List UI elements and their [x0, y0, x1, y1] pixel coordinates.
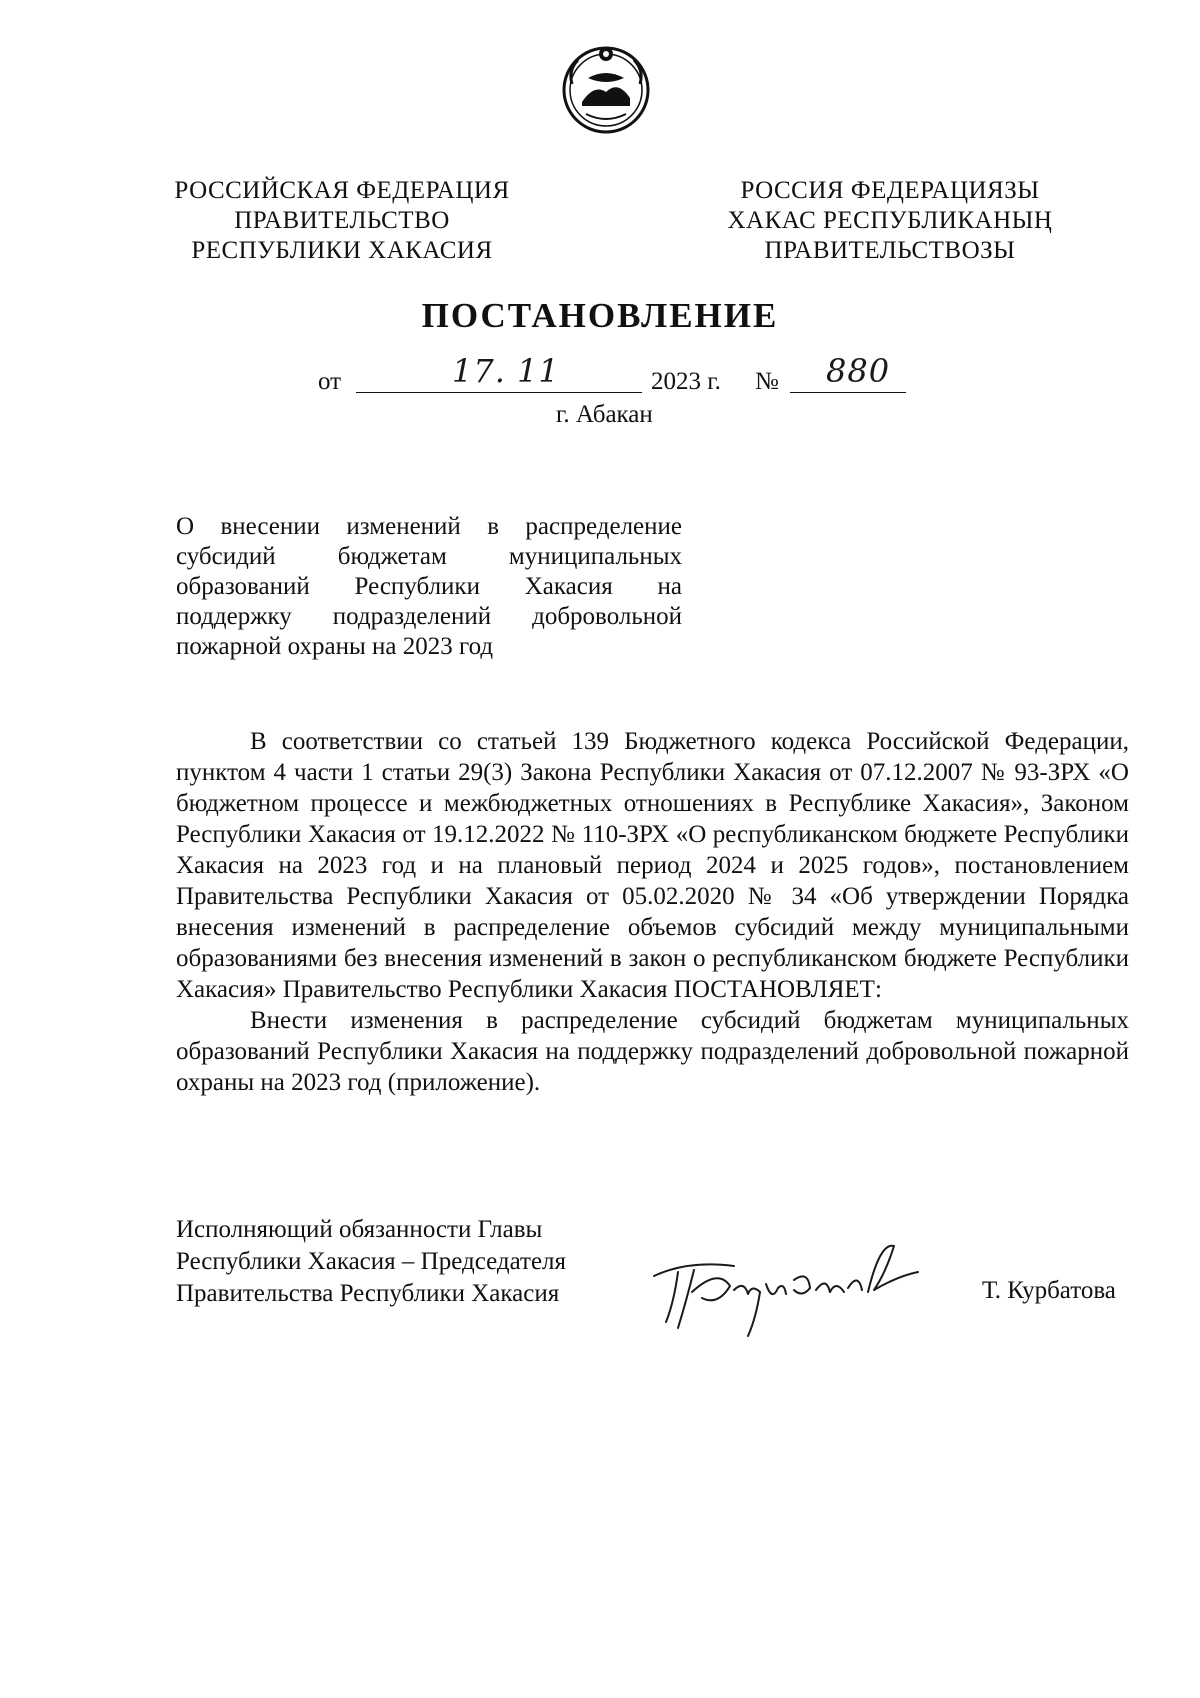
- signatory-title-line: Республики Хакасия – Председателя: [176, 1248, 567, 1275]
- date-number-line: [0, 352, 1200, 400]
- handwritten-number: 880: [826, 352, 891, 390]
- signatory-title-line: Исполняющий обязанности Главы: [176, 1216, 543, 1243]
- coat-of-arms-emblem-icon: [558, 40, 654, 136]
- from-label: от: [318, 368, 342, 395]
- handwritten-date: 17. 11: [452, 352, 560, 390]
- document-subject: О внесении изменений в распределение субсидий бюджетам муниципальных образований Республики Хакасия на поддержку подразделений добровольной пожарной охраны на 2023 год: [176, 513, 682, 660]
- number-field: [790, 352, 906, 393]
- body-paragraph: В соответствии со статьей 139 Бюджетного кодекса Российской Федерации, пунктом 4 части 1 статьи 29(3) Закона Республики Хакасия от 07.12.2007 № 93-ЗРХ «О бюджетном процессе и межбюджетных отношениях в Республике Хакасия», Законом Республики Хакасия от 19.12.2022 № 110-ЗРХ «О республиканском бюджете Республики Хакасия на 2023 год и на плановый период 2024 и 2025 годов», постановлением Правительства Республики Хакасия от 05.02.2020 № 34 «Об утверждении Порядка внесения изменений в распределение объемов субсидий между муниципальными образованиями без внесения изменений в закон о республиканском бюджете Республики Хакасия» Правительство Республики Хакасия ПОСТАНОВЛЯЕТ:: [176, 728, 1129, 1003]
- city-label: г. Абакан: [556, 401, 653, 428]
- header-left-line: ПРАВИТЕЛЬСТВО: [234, 207, 450, 234]
- header-right-line: РОССИЯ ФЕДЕРАЦИЯЗЫ: [740, 177, 1040, 204]
- signatory-title: [176, 1214, 566, 1310]
- header-right-line: ХАКАС РЕСПУБЛИКАНЫҢ: [727, 207, 1053, 234]
- handwritten-signature-icon: [648, 1232, 928, 1342]
- header-left-line: РЕСПУБЛИКИ ХАКАСИЯ: [191, 237, 493, 264]
- header-left-line: РОССИЙСКАЯ ФЕДЕРАЦИЯ: [174, 177, 510, 204]
- number-sign: №: [755, 368, 779, 395]
- header-left: [132, 176, 552, 266]
- signatory-title-line: Правительства Республики Хакасия: [176, 1280, 560, 1307]
- document-body: [176, 726, 1129, 1098]
- document-type-title: ПОСТАНОВЛЕНИЕ: [421, 296, 779, 335]
- year-label: 2023 г.: [651, 368, 721, 395]
- signatory-name: Т. Курбатова: [982, 1277, 1116, 1304]
- header-right: [680, 176, 1100, 266]
- header-right-line: ПРАВИТЕЛЬСТВОЗЫ: [764, 237, 1016, 264]
- body-paragraph: Внести изменения в распределение субсидий бюджетам муниципальных образований Республики Хакасия на поддержку подразделений добровольной пожарной охраны на 2023 год (приложение).: [176, 1007, 1129, 1096]
- date-field: [356, 352, 642, 393]
